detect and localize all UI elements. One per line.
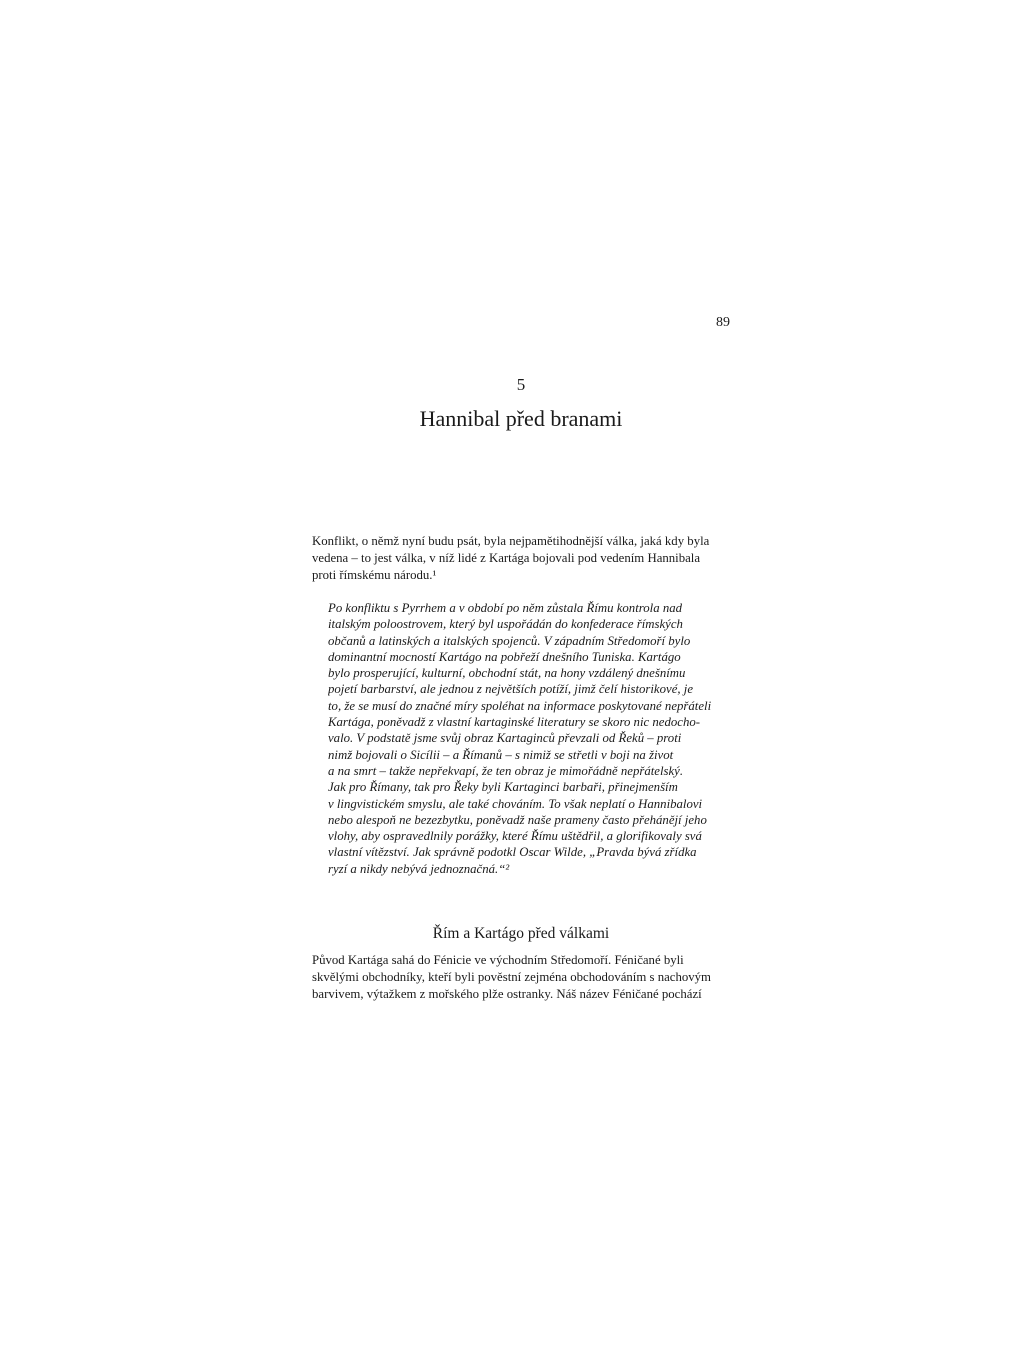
quote-line: v lingvistickém smyslu, ale také chováním. To však neplatí o Hannibalovi <box>328 796 703 811</box>
opening-paragraph <box>312 533 730 585</box>
quote-line: nebo alespoň ne bezezbytku, poněvadž naše prameny často přehánějí jeho <box>328 812 707 827</box>
text-line: Původ Kartága sahá do Fénicie ve východním Středomoří. Féničané byli <box>312 953 684 967</box>
text-line: Konflikt, o němž nyní budu psát, byla nejpamětihodnější válka, jaká kdy byla <box>312 534 710 548</box>
quote-line: valo. V podstatě jsme svůj obraz Kartaginců převzali od Řeků – proti <box>328 731 682 746</box>
quote-line: občanů a latinských a italských spojenců. V západním Středomoří bylo <box>328 633 691 648</box>
text-line: vedena – to jest válka, v níž lidé z Kartága bojovali pod vedením Hannibala <box>312 551 701 566</box>
section-body <box>312 952 730 1004</box>
quote-line: italským poloostrovem, který byl uspořádán do konfederace římských <box>328 617 683 632</box>
quote-line: Kartága, poněvadž z vlastní kartaginské literatury se skoro nic nedocho- <box>328 715 701 730</box>
text-line: proti římskému národu.¹ <box>312 568 437 583</box>
quote-line: Po konfliktu s Pyrrhem a v období po něm zůstala Římu kontrola nad <box>328 601 683 615</box>
quote-line: ryzí a nikdy nebývá jednoznačná.“² <box>328 861 510 876</box>
quote-line: vlohy, aby ospravedlnily porážky, které Římu uštědřil, a glorifikovaly svá <box>328 829 702 844</box>
block-quote <box>328 600 730 877</box>
text-line: barvivem, výtažkem z mořského plže ostranky. Náš název Féničané pochází <box>312 987 702 1002</box>
quote-line: Jak pro Římany, tak pro Řeky byli Kartaginci barbaři, přinejmenším <box>328 780 678 795</box>
quote-line: dominantní mocností Kartágo na pobřeží dnešního Tuniska. Kartágo <box>328 649 681 664</box>
quote-line: bylo prosperující, kulturní, obchodní stát, na hony vzdálený dnešnímu <box>328 666 686 681</box>
section-heading: Řím a Kartágo před válkami <box>432 925 610 942</box>
chapter-number: 5 <box>516 375 526 394</box>
chapter-title: Hannibal před branami <box>419 406 623 431</box>
text-line: skvělými obchodníky, kteří byli pověstní zejména obchodováním s nachovým <box>312 970 711 985</box>
quote-line: a na smrt – takže nepřekvapí, že ten obraz je mimořádně nepřátelský. <box>328 763 684 778</box>
page-number: 89 <box>716 315 730 330</box>
quote-line: pojetí barbarství, ale jednou z největších potíží, jimž čelí historikové, je <box>328 682 694 697</box>
quote-line: nimž bojovali o Sicílii – a Římanů – s nimiž se střetli v boji na život <box>328 747 674 762</box>
quote-line: vlastní vítězství. Jak správně podotkl Oscar Wilde, „Pravda bývá zřídka <box>328 845 697 860</box>
quote-line: to, že se musí do značné míry spoléhat na informace poskytované nepřáteli <box>328 698 712 713</box>
